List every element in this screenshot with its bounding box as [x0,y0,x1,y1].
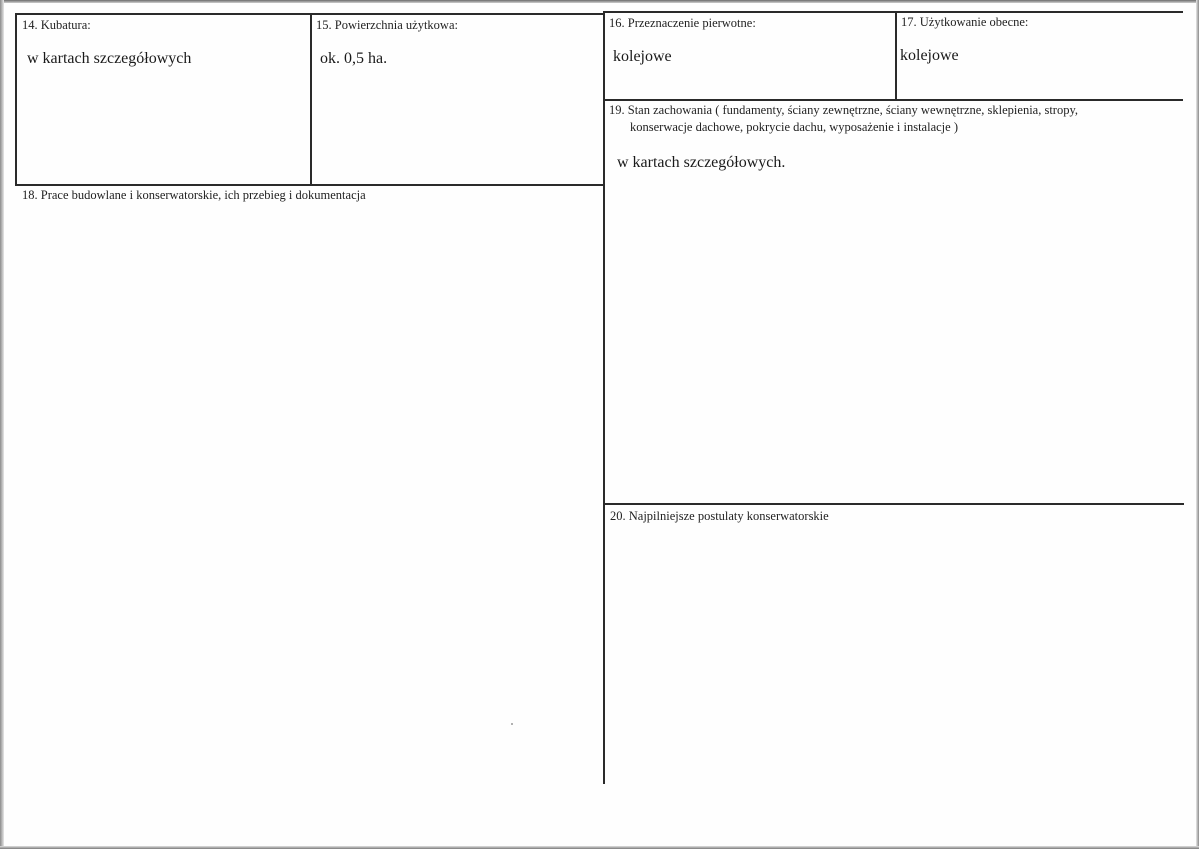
field-17-label: 17. Użytkowanie obecne: [901,15,1029,29]
rule-left-edge [15,13,17,185]
field-19-label-line2: konserwacje dachowe, pokrycie dachu, wyposażenie i instalacje ) [630,120,958,134]
field-18-label: 18. Prace budowlane i konserwatorskie, ich przebieg i dokumentacja [22,188,366,202]
field-20-label: 20. Najpilniejsze postulaty konserwatorskie [610,509,829,523]
field-16-label: 16. Przeznaczenie pierwotne: [609,16,756,30]
field-14-label: 14. Kubatura: [22,18,91,32]
field-15-label: 15. Powierzchnia użytkowa: [316,18,458,32]
field-19-label-line1: 19. Stan zachowania ( fundamenty, ściany zewnętrzne, ściany wewnętrzne, sklepienia, stropy, [609,103,1079,117]
field-15-value: ok. 0,5 ha. [320,50,388,67]
field-14-value: w kartach szczegółowych [27,50,192,67]
rule-16-17-divider [895,11,897,100]
scan-edge-left [0,0,4,849]
scan-edge-top [0,0,1199,3]
rule-under-16-17 [603,99,1183,101]
rule-14-15-divider [310,13,312,185]
field-19-value: w kartach szczegółowych. [617,154,786,171]
field-17-value: kolejowe [900,47,959,64]
rule-main-divider [603,11,605,784]
rule-top-right [603,11,1183,13]
field-16-value: kolejowe [613,48,672,65]
rule-under-19 [604,503,1184,505]
scan-speck [511,723,513,725]
